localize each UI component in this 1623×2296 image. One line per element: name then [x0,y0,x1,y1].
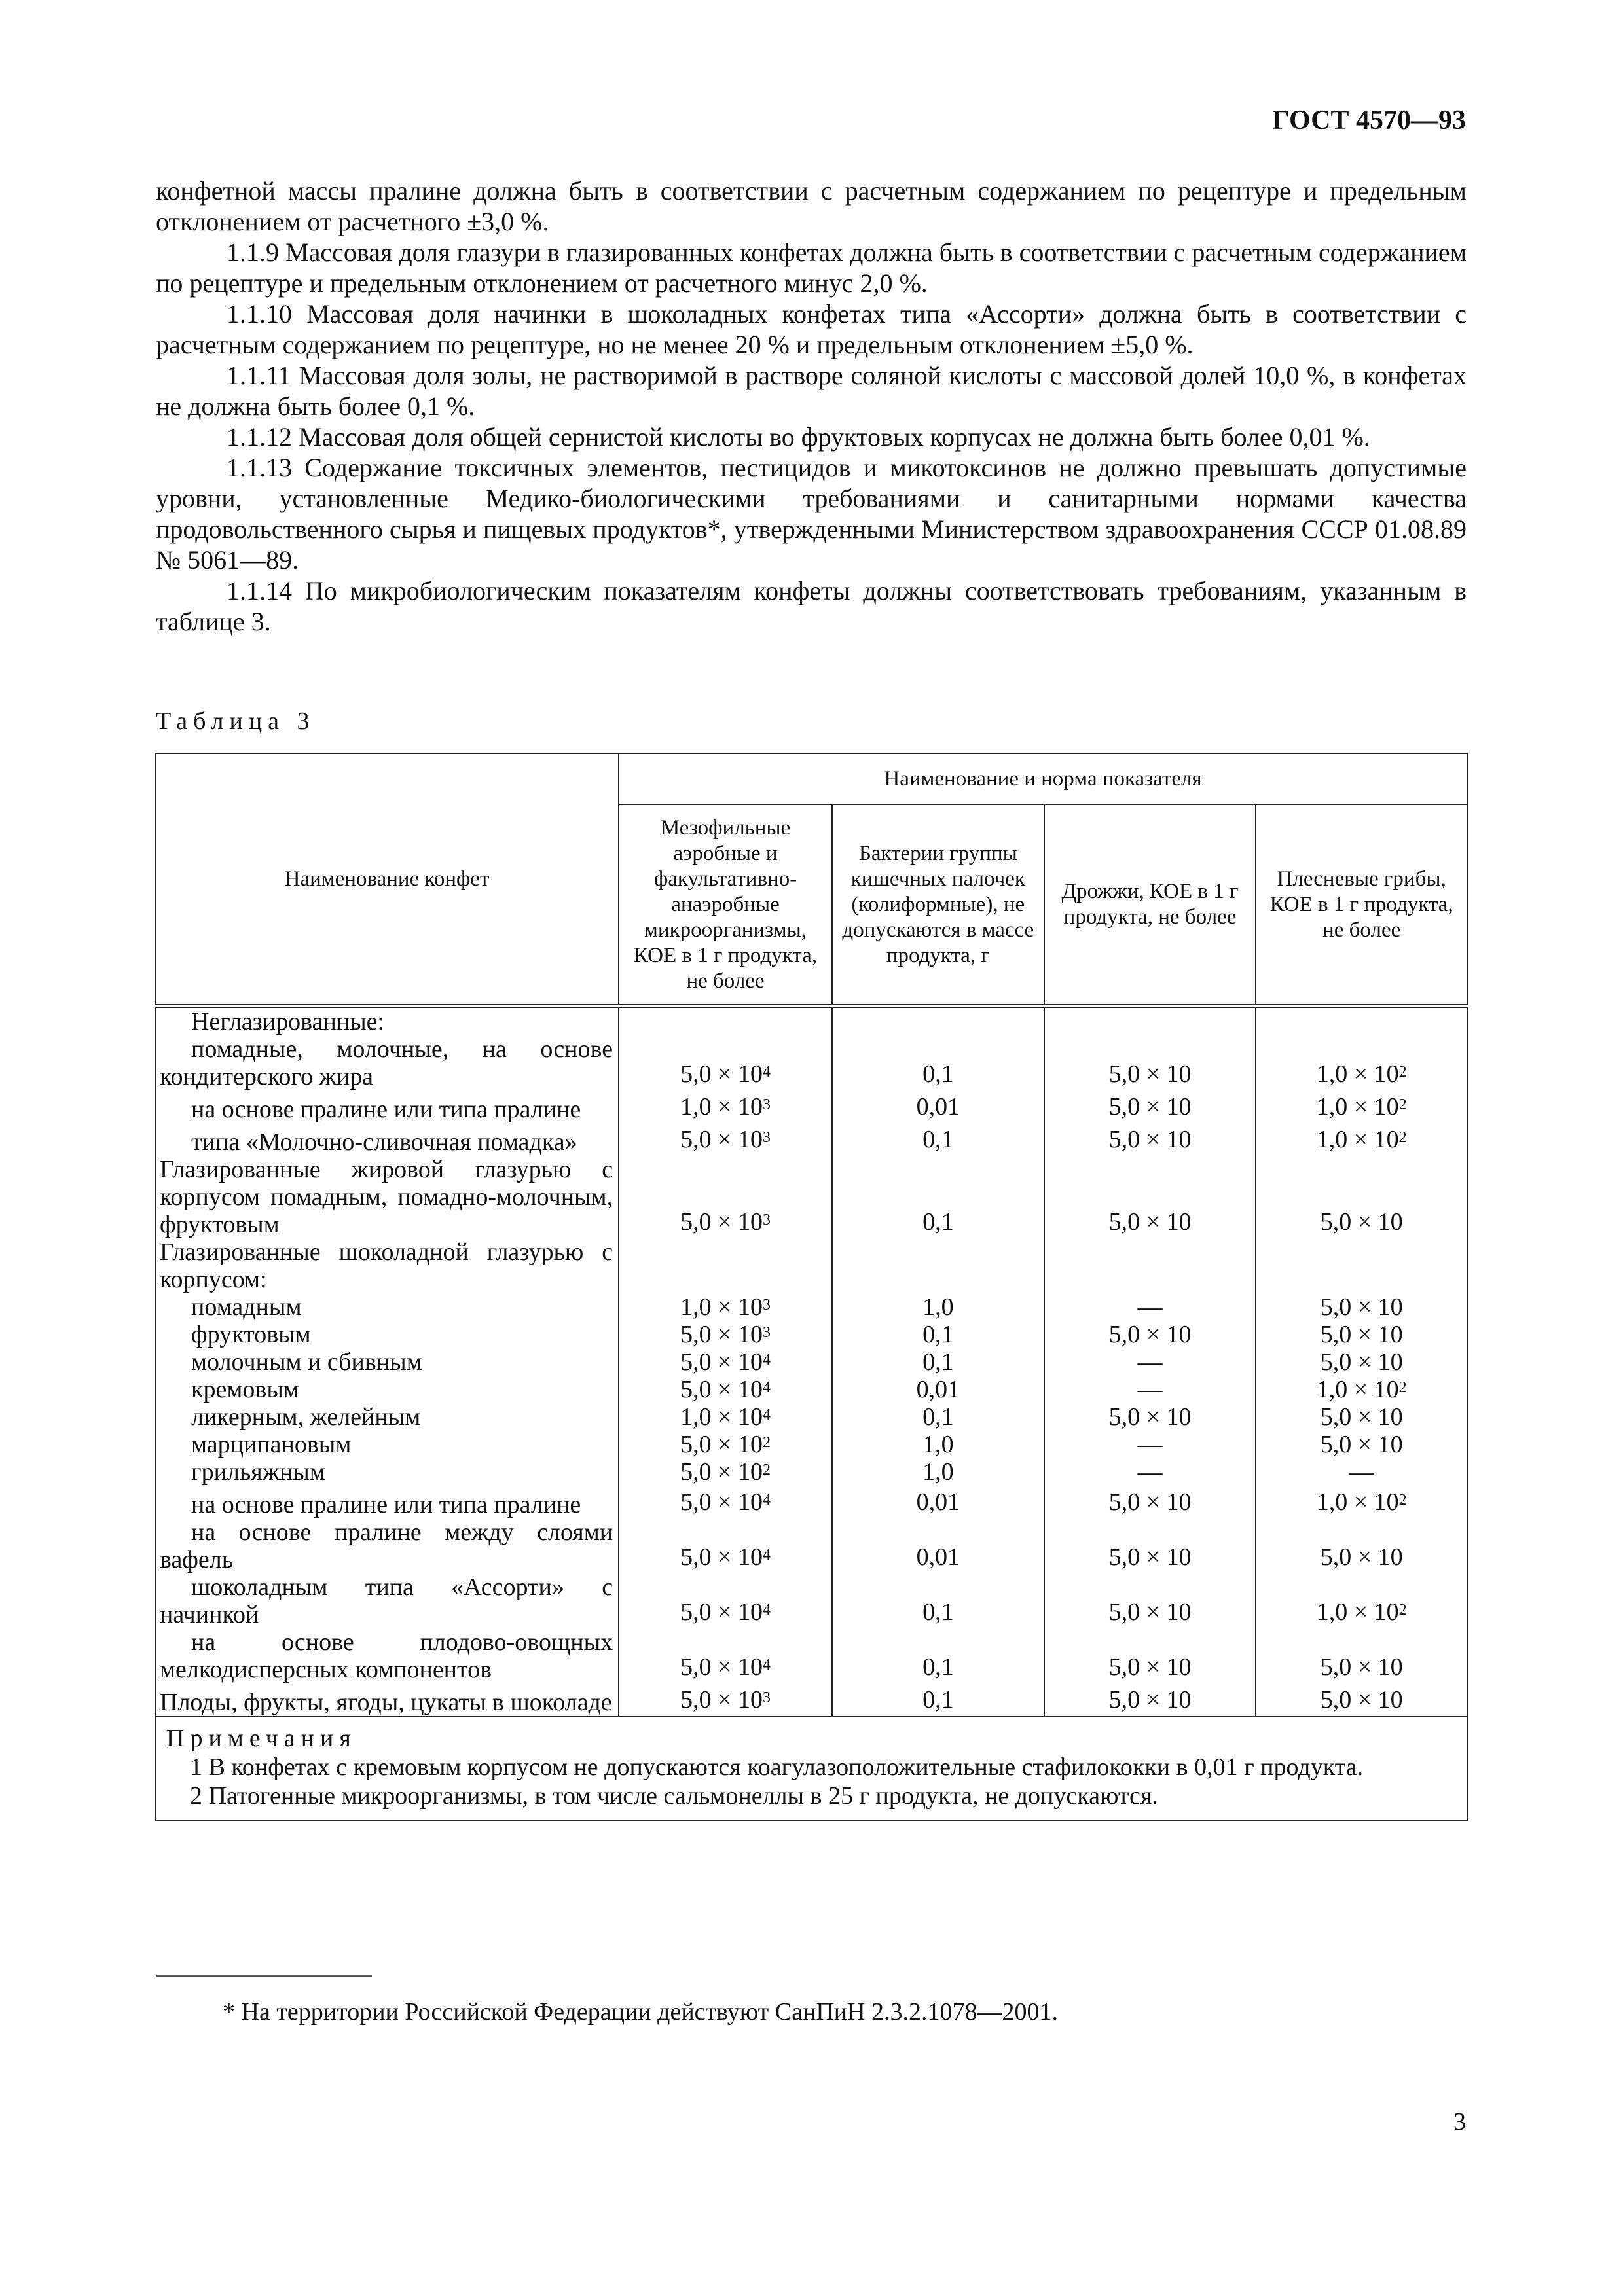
table-row [155,1683,1467,1717]
value-exponent: 4 [763,1379,771,1396]
value-text: 1,0 × 10 [1316,1126,1399,1153]
value-text: 5,0 × 10 [1320,1293,1403,1321]
table-cell-empty [1044,1238,1256,1293]
table-cell-value [619,1486,832,1518]
candy-name: типа «Молочно-сливочная помадка» [191,1128,577,1156]
footnote: * На территории Российской Федерации действуют СанПиН 2.3.2.1078—2001. [223,1998,1059,2026]
value-text: 5,0 × 10 [680,1376,763,1403]
table-cell-value [1044,1403,1256,1431]
note-item: 1 В конфетах с кремовым корпусом не допускаются коагулазоположительные стафилококки в 0,01 г продукта. [190,1753,1364,1781]
table-cell-value [832,1518,1044,1573]
paragraph: конфетной массы пралине должна быть в соответствии с расчетным содержанием по рецептуре и предельным отклонением от расчетного ±3,0 %. [156,176,1467,236]
table-cell-name [155,1090,619,1123]
value-text: 5,0 × 10 [1108,1686,1192,1713]
table-cell-empty [1256,1006,1467,1035]
candy-name: на основе пралине или типа пралине [191,1491,581,1518]
value-exponent: 3 [763,1096,771,1113]
table-cell-value [619,1348,832,1376]
table-cell-value [1256,1431,1467,1458]
value-text: 1,0 × 10 [1316,1488,1399,1516]
table-cell-empty [1256,1238,1467,1293]
table-cell-name [155,1238,619,1293]
table-cell-value [619,1431,832,1458]
table-row [155,1321,1467,1348]
value-text: 5,0 × 10 [1108,1093,1192,1121]
candy-name: кремовым [191,1376,299,1403]
table-cell-value [832,1431,1044,1458]
candy-name: молочным и сбивным [191,1348,422,1376]
value-text: 5,0 × 10 [1108,1060,1192,1088]
column-group-header: Наименование и норма показателя [619,753,1467,804]
table-row [155,1090,1467,1123]
table-cell-name [155,1573,619,1628]
table-row [155,1156,1467,1238]
note-item: 2 Патогенные микроорганизмы, в том числе сальмонеллы в 25 г продукта, не допускаются. [190,1782,1158,1810]
body-text [156,175,1467,637]
value-text: 1,0 × 10 [680,1293,763,1321]
candy-name: Плоды, фрукты, ягоды, цукаты в шоколаде [160,1689,612,1716]
table-cell-value [1044,1376,1256,1403]
table-row [155,1518,1467,1573]
value-exponent: 2 [1398,1129,1407,1146]
value-text: 0,01 [916,1488,960,1516]
value-text: 5,0 × 10 [680,1488,763,1516]
value-text: 1,0 × 10 [680,1093,763,1121]
table-cell-value [1044,1348,1256,1376]
table-cell-empty [1044,1006,1256,1035]
table-cell-value [832,1458,1044,1486]
value-text: 5,0 × 10 [1108,1543,1192,1571]
table-cell-value [619,1090,832,1123]
value-text: — [1137,1293,1163,1321]
value-text: 0,01 [916,1093,960,1121]
table-cell-value [619,1683,832,1717]
candy-name: на основе пралине между слоями вафель [160,1518,613,1573]
value-text: 5,0 × 10 [1320,1321,1403,1348]
value-exponent: 2 [763,1434,771,1451]
table-row [155,1348,1467,1376]
table-cell-name [155,1486,619,1518]
value-text: 5,0 × 10 [1108,1403,1192,1431]
value-exponent: 2 [1398,1379,1407,1396]
table-cell-value [619,1376,832,1403]
candy-name: грильяжным [191,1458,325,1486]
table-cell-name [155,1321,619,1348]
candy-name: ликерным, желейным [191,1403,421,1431]
candy-name: фруктовым [191,1321,311,1348]
table-cell-value [619,1035,832,1090]
table-cell-name [155,1376,619,1403]
value-text: 5,0 × 10 [1108,1126,1192,1153]
table-cell-value [619,1156,832,1238]
table-cell-value [619,1573,832,1628]
table-cell-value [1256,1628,1467,1683]
table-cell-value [1256,1458,1467,1486]
value-text: — [1137,1431,1163,1458]
value-text: 0,1 [922,1403,954,1431]
column-header-mesophilic: Мезофильные аэробные и факультативно-анаэробные микроорганизмы, КОЕ в 1 г продукта, не более [619,804,832,1006]
value-text: 5,0 × 10 [1320,1686,1403,1713]
value-text: 5,0 × 10 [680,1321,763,1348]
table-cell-empty [832,1238,1044,1293]
table-row [155,1486,1467,1518]
table-row [155,1123,1467,1156]
table-row [155,1431,1467,1458]
value-text: 5,0 × 10 [680,1126,763,1153]
table-row [155,1035,1467,1090]
page-number: 3 [1453,2108,1466,2136]
value-text: 5,0 × 10 [1320,1348,1403,1376]
value-text: 5,0 × 10 [1320,1208,1403,1236]
table-cell-value [1044,1321,1256,1348]
paragraph: 1.1.10 Массовая доля начинки в шоколадных конфетах типа «Ассорти» должна быть в соответствии с расчетным содержанием по рецептуре, но не менее 20 % и предельным отклонением ±5,0 %. [156,299,1467,359]
value-text: 5,0 × 10 [680,1686,763,1713]
table-cell-value [1044,1156,1256,1238]
table-cell-value [1256,1123,1467,1156]
value-text: 5,0 × 10 [1108,1488,1192,1516]
candy-name: шоколадным типа «Ассорти» с начинкой [160,1573,613,1628]
table-cell-value [1256,1348,1467,1376]
value-text: 1,0 × 10 [1316,1060,1399,1088]
table-cell-value [832,1293,1044,1321]
value-text: 1,0 × 10 [680,1403,763,1431]
value-text: 0,1 [922,1126,954,1153]
value-text: 0,1 [922,1686,954,1713]
footnote-divider [156,1975,372,1977]
table-cell-value [619,1518,832,1573]
table-cell-value [1044,1486,1256,1518]
table-cell-value [619,1321,832,1348]
value-exponent: 4 [763,1547,771,1564]
paragraph: 1.1.13 Содержание токсичных элементов, пестицидов и микотоксинов не должно превышать допустимые уровни, установленные Медико-биологическими требованиями и санитарными нормами качества продовольственного сырья и пищевых продуктов*, утвержденными Министерством здравоохранения СССР 01.08.89 № 5061—89. [156,453,1467,575]
candy-name: на основе пралине или типа пралине [191,1096,581,1123]
table-cell-value [1044,1628,1256,1683]
table-cell-empty [832,1006,1044,1035]
value-exponent: 4 [763,1407,771,1424]
value-exponent: 3 [763,1297,771,1314]
table-cell-value [619,1458,832,1486]
value-exponent: 2 [1398,1602,1407,1619]
value-exponent: 4 [763,1657,771,1674]
table-cell-value [832,1123,1044,1156]
column-header-name: Наименование конфет [155,753,619,1006]
table-cell-name [155,1431,619,1458]
table-row [155,1006,1467,1035]
value-text: 5,0 × 10 [1108,1598,1192,1626]
candy-name: Глазированные шоколадной глазурью с корпусом: [160,1238,613,1293]
value-text: 0,1 [922,1598,954,1626]
value-text: 0,1 [922,1208,954,1236]
table-cell-value [619,1293,832,1321]
table-cell-value [832,1376,1044,1403]
value-text: 5,0 × 10 [680,1458,763,1486]
table-cell-name [155,1156,619,1238]
value-text: 0,1 [922,1348,954,1376]
microbiology-table [155,753,1468,1821]
value-text: — [1137,1458,1163,1486]
table-cell-value [1256,1035,1467,1090]
value-exponent: 4 [763,1492,771,1509]
table-cell-value [1044,1293,1256,1321]
table-cell-name [155,1348,619,1376]
table-cell-value [619,1403,832,1431]
value-text: 5,0 × 10 [1108,1653,1192,1681]
table-cell-value [832,1683,1044,1717]
table-cell-name [155,1683,619,1717]
value-exponent: 4 [763,1602,771,1619]
candy-name: Неглазированные: [191,1008,385,1035]
value-text: 5,0 × 10 [680,1348,763,1376]
value-text: 5,0 × 10 [680,1598,763,1626]
table-notes [155,1717,1467,1820]
table-cell-value [1256,1518,1467,1573]
value-exponent: 4 [763,1064,771,1081]
value-text: 5,0 × 10 [680,1431,763,1458]
table-row [155,1458,1467,1486]
table-cell-value [832,1573,1044,1628]
value-text: 5,0 × 10 [680,1208,763,1236]
paragraph: 1.1.9 Массовая доля глазури в глазированных конфетах должна быть в соответствии с расчетным содержанием по рецептуре и предельным отклонением от расчетного минус 2,0 %. [156,238,1467,298]
table-cell-value [1256,1683,1467,1717]
table-cell-value [619,1123,832,1156]
value-exponent: 2 [1398,1492,1407,1509]
value-text: 5,0 × 10 [1320,1403,1403,1431]
value-text: 1,0 × 10 [1316,1093,1399,1121]
table-cell-value [1256,1090,1467,1123]
candy-name: помадные, молочные, на основе кондитерского жира [160,1035,613,1090]
paragraph: 1.1.12 Массовая доля общей сернистой кислоты во фруктовых корпусах не должна быть более 0,01 %. [227,422,1370,452]
value-text: 5,0 × 10 [680,1060,763,1088]
value-exponent: 2 [1398,1064,1407,1081]
table-cell-value [832,1486,1044,1518]
candy-name: Глазированные жировой глазурью с корпусом помадным, помадно-молочным, фруктовым [160,1156,613,1238]
table-cell-name [155,1628,619,1683]
paragraph: 1.1.11 Массовая доля золы, не растворимой в растворе соляной кислоты с массовой долей 10,0 %, в конфетах не должна быть более 0,1 %. [156,361,1467,421]
table-cell-value [1044,1518,1256,1573]
table-row [155,1403,1467,1431]
value-text: — [1137,1376,1163,1403]
table-cell-value [832,1321,1044,1348]
value-text: 5,0 × 10 [1320,1543,1403,1571]
value-exponent: 3 [763,1689,771,1706]
table-cell-value [1256,1321,1467,1348]
table-cell-value [1256,1486,1467,1518]
value-text: 0,1 [922,1060,954,1088]
table-cell-name [155,1123,619,1156]
notes-title: Примечания [166,1725,357,1752]
table-caption: Таблица 3 [156,708,316,735]
table-row [155,1376,1467,1403]
table-row [155,1628,1467,1683]
value-text: — [1349,1458,1374,1486]
column-header-yeast: Дрожжи, КОЕ в 1 г продукта, не более [1044,804,1256,1006]
value-exponent: 3 [763,1129,771,1146]
value-text: 5,0 × 10 [1108,1208,1192,1236]
table-cell-value [1044,1090,1256,1123]
table-cell-value [832,1035,1044,1090]
column-header-mold: Плесневые грибы, КОЕ в 1 г продукта, не более [1256,804,1467,1006]
table-cell-value [1256,1376,1467,1403]
table-cell-empty [619,1006,832,1035]
value-text: 5,0 × 10 [680,1543,763,1571]
candy-name: помадным [191,1293,302,1321]
column-header-coliform: Бактерии группы кишечных палочек (колиформные), не допускаются в массе продукта, г [832,804,1044,1006]
table-cell-value [832,1628,1044,1683]
table-cell-value [832,1403,1044,1431]
value-exponent: 3 [763,1211,771,1229]
table-cell-name [155,1403,619,1431]
table-cell-value [1256,1403,1467,1431]
value-text: 1,0 [922,1458,954,1486]
table-row [155,1293,1467,1321]
value-text: 1,0 × 10 [1316,1598,1399,1626]
value-text: 5,0 × 10 [1320,1653,1403,1681]
candy-name: на основе плодово-овощных мелкодисперсных компонентов [160,1628,613,1683]
table-cell-value [1044,1035,1256,1090]
value-text: 1,0 [922,1293,954,1321]
table-cell-value [1256,1573,1467,1628]
table-body [155,1006,1467,1717]
value-text: 5,0 × 10 [1320,1431,1403,1458]
value-text: 5,0 × 10 [1108,1321,1192,1348]
table-cell-value [619,1628,832,1683]
table-cell-name [155,1035,619,1090]
table-cell-name [155,1293,619,1321]
table-cell-value [832,1090,1044,1123]
table-cell-name [155,1458,619,1486]
paragraph: 1.1.14 По микробиологическим показателям конфеты должны соответствовать требованиям, указанным в таблице 3. [156,576,1467,636]
value-text: 5,0 × 10 [680,1653,763,1681]
value-exponent: 2 [763,1462,771,1479]
table-cell-name [155,1518,619,1573]
value-exponent: 2 [1398,1096,1407,1113]
document-code: ГОСТ 4570—93 [1272,105,1466,135]
table-cell-name [155,1006,619,1035]
table-cell-value [1044,1123,1256,1156]
value-text: 0,1 [922,1321,954,1348]
candy-name: марципановым [191,1431,352,1458]
table-cell-value [1044,1431,1256,1458]
value-text: 0,01 [916,1376,960,1403]
table-cell-value [832,1156,1044,1238]
table-row [155,1238,1467,1293]
table-cell-value [1044,1458,1256,1486]
value-exponent: 3 [763,1324,771,1341]
value-text: 1,0 [922,1431,954,1458]
table-cell-value [1044,1683,1256,1717]
value-text: 0,1 [922,1653,954,1681]
table-cell-value [1044,1573,1256,1628]
value-exponent: 4 [763,1352,771,1369]
table-cell-value [1256,1293,1467,1321]
value-text: 0,01 [916,1543,960,1571]
table-cell-empty [619,1238,832,1293]
value-text: 1,0 × 10 [1316,1376,1399,1403]
table-cell-value [832,1348,1044,1376]
table-cell-value [1256,1156,1467,1238]
value-text: — [1137,1348,1163,1376]
table-row [155,1573,1467,1628]
